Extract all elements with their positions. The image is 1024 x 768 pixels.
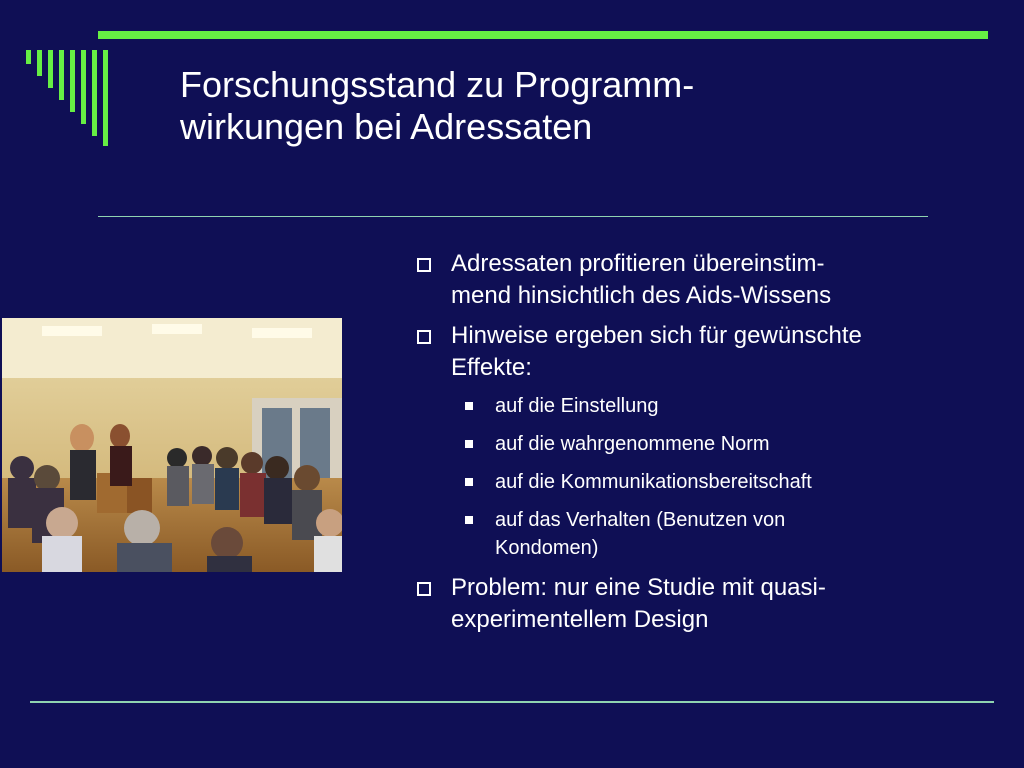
bullet-text-line: Effekte: — [451, 354, 532, 381]
filled-square-bullet-icon — [465, 478, 473, 486]
bullet-text-line: Hinweise ergeben sich für gewünschte — [451, 322, 862, 349]
slide-title — [180, 64, 880, 148]
top-accent-rule — [98, 31, 988, 39]
bullet-text-line: mend hinsichtlich des Aids-Wissens — [451, 282, 832, 309]
sub-bullet-list — [413, 392, 973, 562]
hollow-square-bullet-icon — [417, 258, 431, 272]
hollow-square-bullet-icon — [417, 582, 431, 596]
filled-square-bullet-icon — [465, 440, 473, 448]
sub-bullet-item — [413, 392, 973, 420]
filled-square-bullet-icon — [465, 516, 473, 524]
sub-bullet-text: Kondomen) — [495, 537, 599, 559]
bullet-text-line: Adressaten profitieren übereinstim- — [451, 250, 825, 277]
bullet-item — [413, 572, 973, 636]
bullet-text-line: experimentellem Design — [451, 606, 709, 633]
sub-bullet-text: auf die Einstellung — [495, 395, 659, 417]
workshop-photo — [2, 318, 342, 572]
bullet-list — [413, 248, 973, 644]
bullet-item — [413, 320, 973, 384]
bullet-item — [413, 248, 973, 312]
title-line-2: wirkungen bei Adressaten — [180, 106, 593, 147]
sub-bullet-text: auf das Verhalten (Benutzen von — [495, 509, 786, 531]
bottom-divider — [30, 701, 994, 703]
sub-bullet-item — [413, 430, 973, 458]
sub-bullet-item — [413, 506, 973, 562]
hollow-square-bullet-icon — [417, 330, 431, 344]
green-stripes-icon — [0, 0, 120, 160]
bullet-text-line: Problem: nur eine Studie mit quasi- — [451, 574, 826, 601]
title-divider — [98, 216, 928, 217]
sub-bullet-item — [413, 468, 973, 496]
filled-square-bullet-icon — [465, 402, 473, 410]
sub-bullet-text: auf die wahrgenommene Norm — [495, 433, 770, 455]
title-line-1: Forschungsstand zu Programm- — [180, 64, 695, 105]
sub-bullet-text: auf die Kommunikationsbereitschaft — [495, 471, 812, 493]
